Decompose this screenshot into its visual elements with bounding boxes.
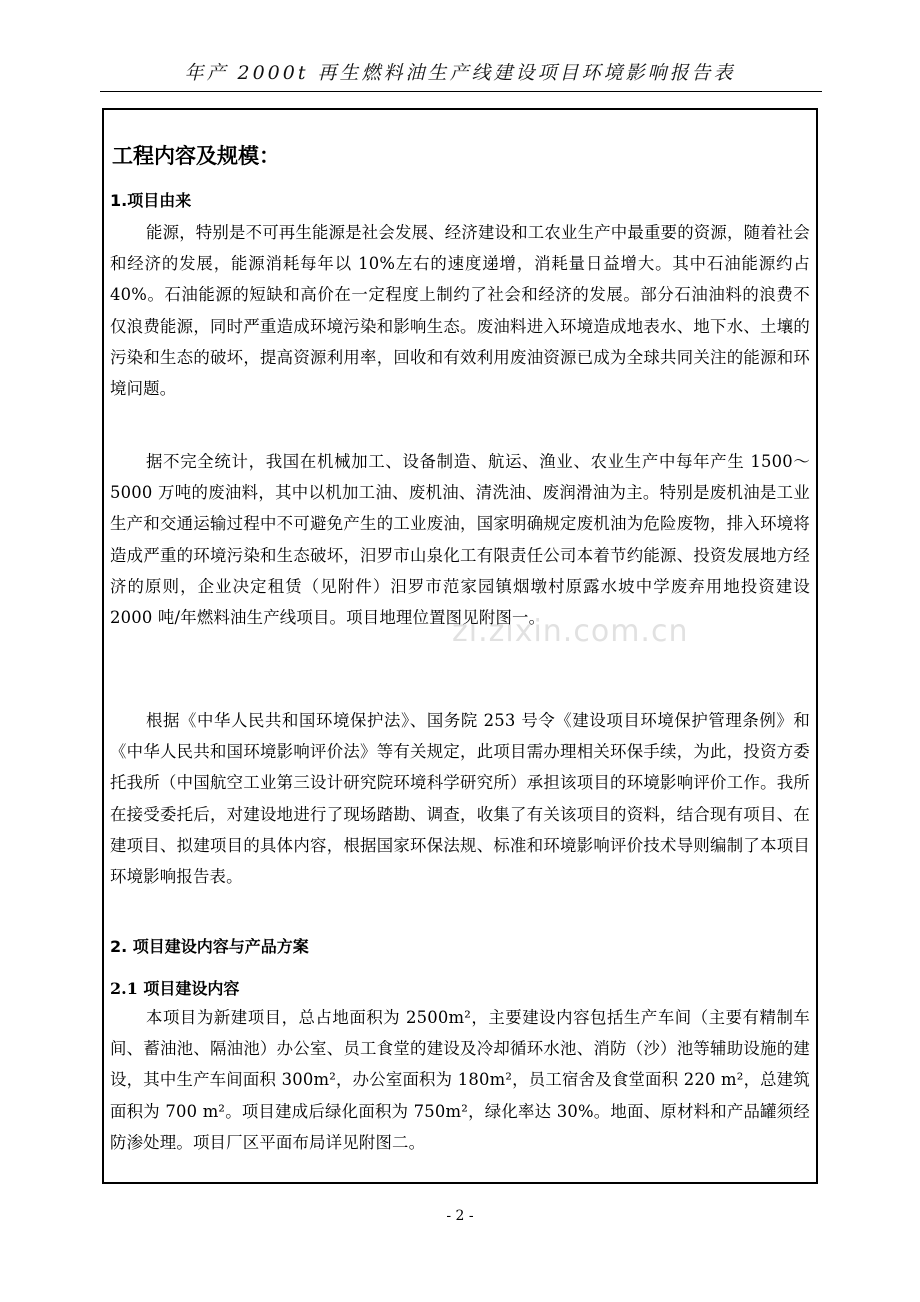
paragraph-waste-oil-statistics: 据不完全统计，我国在机械加工、设备制造、航运、渔业、农业生产中每年产生 1500～5000 万吨的废油料，其中以机加工油、废机油、清洗油、废润滑油为主。特别是废机油是工业生产和交通运输过程中不可避免产生的工业废油，国家明确规定废机油为危险废物，排入环境将造成严重的环境污染和生态破坏，汨罗市山泉化工有限责任公司本着节约能源、投资发展地方经济的原则，企业决定租赁（见附件）汨罗市范家园镇烟墩村原露水坡中学废弃用地投资建设 2000 吨/年燃料油生产线项目。项目地理位置图见附图一。: [110, 452, 810, 628]
heading-2-1-construction: 2.1 项目建设内容: [110, 979, 240, 998]
watermark-text: zl.zixin.com.cn: [452, 614, 689, 649]
section-title: 工程内容及规模：: [112, 144, 280, 168]
header-divider: [100, 91, 822, 92]
paragraph-legal-basis: 根据《中华人民共和国环境保护法》、国务院 253 号令《建设项目环境保护管理条例》和《中华人民共和国环境影响评价法》等有关规定，此项目需办理相关环保手续，为此，投资方委托我所（中国航空工业第三设计研究院环境科学研究所）承担该项目的环境影响评价工作。我所在接受委托后，对建设地进行了现场踏勘、调查，收集了有关该项目的资料，结合现有项目、在建项目、拟建项目的具体内容，根据国家环保法规、标准和环境影响评价技术导则编制了本项目环境影响报告表。: [110, 711, 810, 887]
paragraph-construction-details: 本项目为新建项目，总占地面积为 2500m²，主要建设内容包括生产车间（主要有精制车间、蓄油池、隔油池）办公室、员工食堂的建设及冷却循环水池、消防（沙）池等辅助设施的建设，其中生产车间面积 300m²，办公室面积为 180m²，员工宿舍及食堂面积 220 m²，总建筑面积为 700 m²。项目建成后绿化面积为 750m²，绿化率达 30%。地面、原材料和产品罐须经防渗处理。项目厂区平面布局详见附图二。: [110, 1008, 811, 1152]
heading-construction-content: 2. 项目建设内容与产品方案: [110, 937, 309, 956]
heading-project-origin: 1.项目由来: [110, 191, 192, 210]
page-number: - 2 -: [446, 1208, 474, 1224]
running-header-title: 年产 2000t 再生燃料油生产线建设项目环境影响报告表: [184, 62, 736, 84]
paragraph-energy-background: 能源，特别是不可再生能源是社会发展、经济建设和工农业生产中最重要的资源，随着社会和经济的发展，能源消耗每年以 10%左右的速度递增，消耗量日益增大。其中石油能源约占 40%。石油能源的短缺和高价在一定程度上制约了社会和经济的发展。部分石油油料的浪费不仅浪费能源，同时严重造成环境污染和影响生态。废油料进入环境造成地表水、地下水、土壤的污染和生态的破坏，提高资源利用率，回收和有效利用废油资源已成为全球共同关注的能源和环境问题。: [110, 223, 810, 399]
